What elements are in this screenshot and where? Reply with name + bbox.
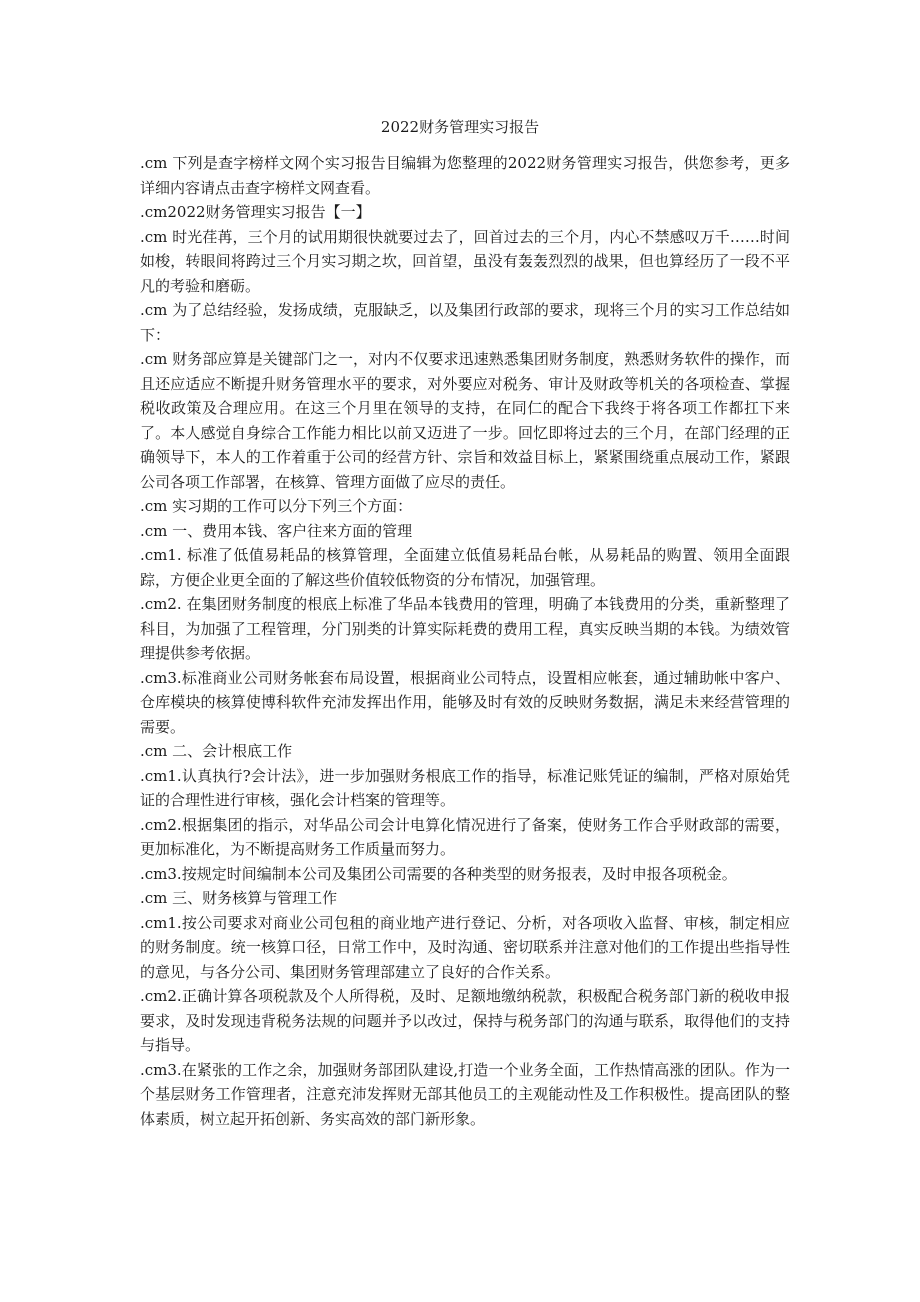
list-item: .cm3.标准商业公司财务帐套布局设置，根据商业公司特点，设置相应帐套，通过辅助帐中客户、仓库模块的核算使博科软件充沛发挥出作用，能够及时有效的反映财务数据，满足未来经营管理的需要。 — [140, 668, 790, 736]
paragraph: .cm 财务部应算是关键部门之一，对内不仅要求迅速熟悉集团财务制度，熟悉财务软件的操作，而且还应适应不断提升财务管理水平的要求，对外要应对税务、审计及财政等机关的各项检查、掌握税收政策及合理应用。在这三个月里在领导的支持，在同仁的配合下我终于将各项工作都扛下来了。本人感觉自身综合工作能力相比以前又迈进了一步。回忆即将过去的三个月，在部门经理的正确领导下，本人的工作着重于公司的经营方针、宗旨和效益目标上，紧紧围绕重点展动工作，紧跟公司各项工作部署，在核算、管理方面做了应尽的责任。 — [140, 350, 790, 491]
paragraph: .cm 实习期的工作可以分下列三个方面： — [140, 497, 413, 515]
document-title: 2022财务管理实习报告 — [380, 118, 540, 136]
list-item: .cm2. 在集团财务制度的根底上标准了华品本钱费用的管理，明确了本钱费用的分类，重新整理了科目，为加强了工程管理，分门别类的计算实际耗费的费用工程，真实反映当期的本钱。为绩效管理提供参考依据。 — [140, 595, 790, 662]
paragraph: .cm 时光荏苒，三个月的试用期很快就要过去了，回首过去的三个月，内心不禁感叹万千……时间如梭，转眼间将跨过三个月实习期之坎，回首望，虽没有轰轰烈烈的战果，但也算经历了一段不平凡的考验和磨砺。 — [140, 227, 790, 295]
paragraph: .cm 下列是查字榜样文网个实习报告目编辑为您整理的2022财务管理实习报告，供您参考，更多详细内容请点击查字榜样文网查看。 — [140, 154, 790, 197]
list-item: .cm2.正确计算各项税款及个人所得税，及时、足额地缴纳税款，积极配合税务部门新的税收申报要求，及时发现违背税务法规的问题并予以改过，保持与税务部门的沟通与联系，取得他们的支持与指导。 — [140, 987, 790, 1054]
list-item: .cm1.认真执行?会计法》，进一步加强财务根底工作的指导，标准记账凭证的编制，严格对原始凭证的合理性进行审核，强化会计档案的管理等。 — [140, 766, 790, 809]
section-heading: .cm 三、财务核算与管理工作 — [140, 889, 338, 907]
section-heading: .cm2022财务管理实习报告【一】 — [140, 203, 371, 221]
list-item: .cm3.在紧张的工作之余，加强财务部团队建设,打造一个业务全面，工作热情高涨的团队。作为一个基层财务工作管理者，注意充沛发挥财无部其他员工的主观能动性及工作积极性。提高团队的整体素质，树立起开拓创新、务实高效的部门新形象。 — [140, 1060, 790, 1128]
document-body — [140, 151, 790, 1131]
section-heading: .cm 二、会计根底工作 — [140, 742, 293, 760]
list-item: .cm1. 标准了低值易耗品的核算管理，全面建立低值易耗品台帐，从易耗品的购置、领用全面跟踪，方便企业更全面的了解这些价值较低物资的分布情况，加强管理。 — [140, 546, 790, 589]
paragraph: .cm 为了总结经验，发扬成绩，克服缺乏，以及集团行政部的要求，现将三个月的实习工作总结如下： — [140, 301, 790, 344]
list-item: .cm1.按公司要求对商业公司包租的商业地产进行登记、分析，对各项收入监督、审核，制定相应的财务制度。统一核算口径，日常工作中，及时沟通、密切联系并注意对他们的工作提出些指导性的意见，与各分公司、集团财务管理部建立了良好的合作关系。 — [140, 913, 790, 981]
list-item: .cm3.按规定时间编制本公司及集团公司需要的各种类型的财务报表，及时申报各项税金。 — [140, 864, 737, 883]
list-item: .cm2.根据集团的指示，对华品公司会计电算化情况进行了备案，使财务工作合乎财政部的需要，更加标准化，为不断提高财务工作质量而努力。 — [140, 815, 790, 858]
section-heading: .cm 一、费用本钱、客户往来方面的管理 — [140, 521, 413, 540]
